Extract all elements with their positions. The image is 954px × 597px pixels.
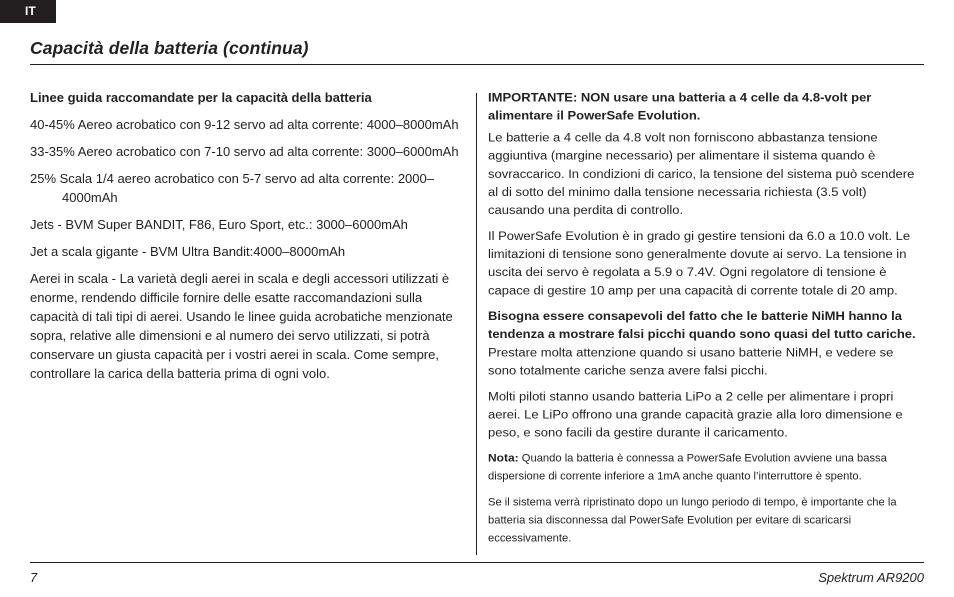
voltage-paragraph: Le batterie a 4 celle da 4.8 volt non forniscono abbastanza tensione aggiuntiva (margine necessario) per alimentare il sistema quando è sovraccarico. In condizioni di carico, la tensione del sistema può scendere al di sotto del minimo dalla tensione necessaria richiesta (3.5 volt) causando una perdita di controllo. [488,130,915,217]
footer-product-name: Spektrum AR9200 [818,570,924,585]
note-paragraph [488,449,924,486]
nimh-paragraph [488,307,924,380]
note-text: Quando la batteria è connessa a PowerSafe Evolution avviene una bassa dispersione di corrente inferiore a 1mA anche quanto l’interruttore è spento. [488,452,887,483]
nimh-text: Prestare molta attenzione quando si usano batterie NiMH, e vedere se sono totalmente cariche senza avere falsi picchi. [488,344,894,378]
note-paragraph-continued: Se il sistema verrà ripristinato dopo un lungo periodo di tempo, è importante che la batteria sia disconnessa dal PowerSafe Evolution per evitare di scaricarsi eccessivamente. [488,496,897,545]
column-divider [476,93,477,555]
guideline-item: Jets - BVM Super BANDIT, F86, Euro Sport, etc.: 3000–6000mAh [30,217,408,232]
note-label: Nota: [488,450,519,465]
guidelines-heading: Linee guida raccomandate per la capacità della batteria [30,90,372,105]
lipo-paragraph: Molti piloti stanno usando batteria LiPo a 2 celle per alimentare i propri aerei. Le LiPo offrono una grande capacità grazie alla loro dimensione e peso, e sono facili da gestire durante il caricamento. [488,388,903,440]
important-heading: IMPORTANTE: NON usare una batteria a 4 celle da 4.8-volt per alimentare il PowerSafe Evolution. [488,89,872,123]
page-number: 7 [30,570,38,585]
footer-divider [30,562,924,563]
guideline-item: 40-45% Aereo acrobatico con 9-12 servo ad alta corrente: 4000–8000mAh [30,117,459,132]
left-column [30,88,470,391]
page-title: Capacità della batteria (continua) [30,38,309,58]
guideline-item: 33-35% Aereo acrobatico con 7-10 servo ad alta corrente: 3000–6000mAh [30,144,459,159]
nimh-warning: Bisogna essere consapevoli del fatto che le batterie NiMH hanno la tendenza a mostrare falsi picchi quando sono quasi del tutto cariche. [488,308,916,342]
guideline-item: 25% Scala 1/4 aereo acrobatico con 5-7 servo ad alta corrente: 2000–4000mAh [30,171,434,205]
scale-aircraft-paragraph: Aerei in scala - La varietà degli aerei in scala e degli accessori utilizzati è enorme, rendendo difficile fornire delle esatte raccomandazioni sulla capacità di tali tipi di aerei. Usando le linee guida acrobatiche menzionate sopra, relative alle dimensioni e al numero dei servo utilizzati, si potrà conservare un giusta capacità per i vostri aerei in scala. Come sempre, controllare la carica della batteria prima di ogni volo. [30,271,453,381]
guideline-item: Jet a scala gigante - BVM Ultra Bandit:4000–8000mAh [30,244,346,259]
title-divider [30,64,924,65]
right-column [488,88,924,556]
powersafe-paragraph: Il PowerSafe Evolution è in grado gi gestire tensioni da 6.0 a 10.0 volt. Le limitazioni di tensione sono generalmente dovute ai servo. La tensione in uscita dei servo è regolata a 5.9 o 7.4V. Ogni regolatore di tensione è capace di gestire 10 amp per una capacità di corrente totale di 20 amp. [488,228,911,298]
language-tab: IT [0,0,56,23]
